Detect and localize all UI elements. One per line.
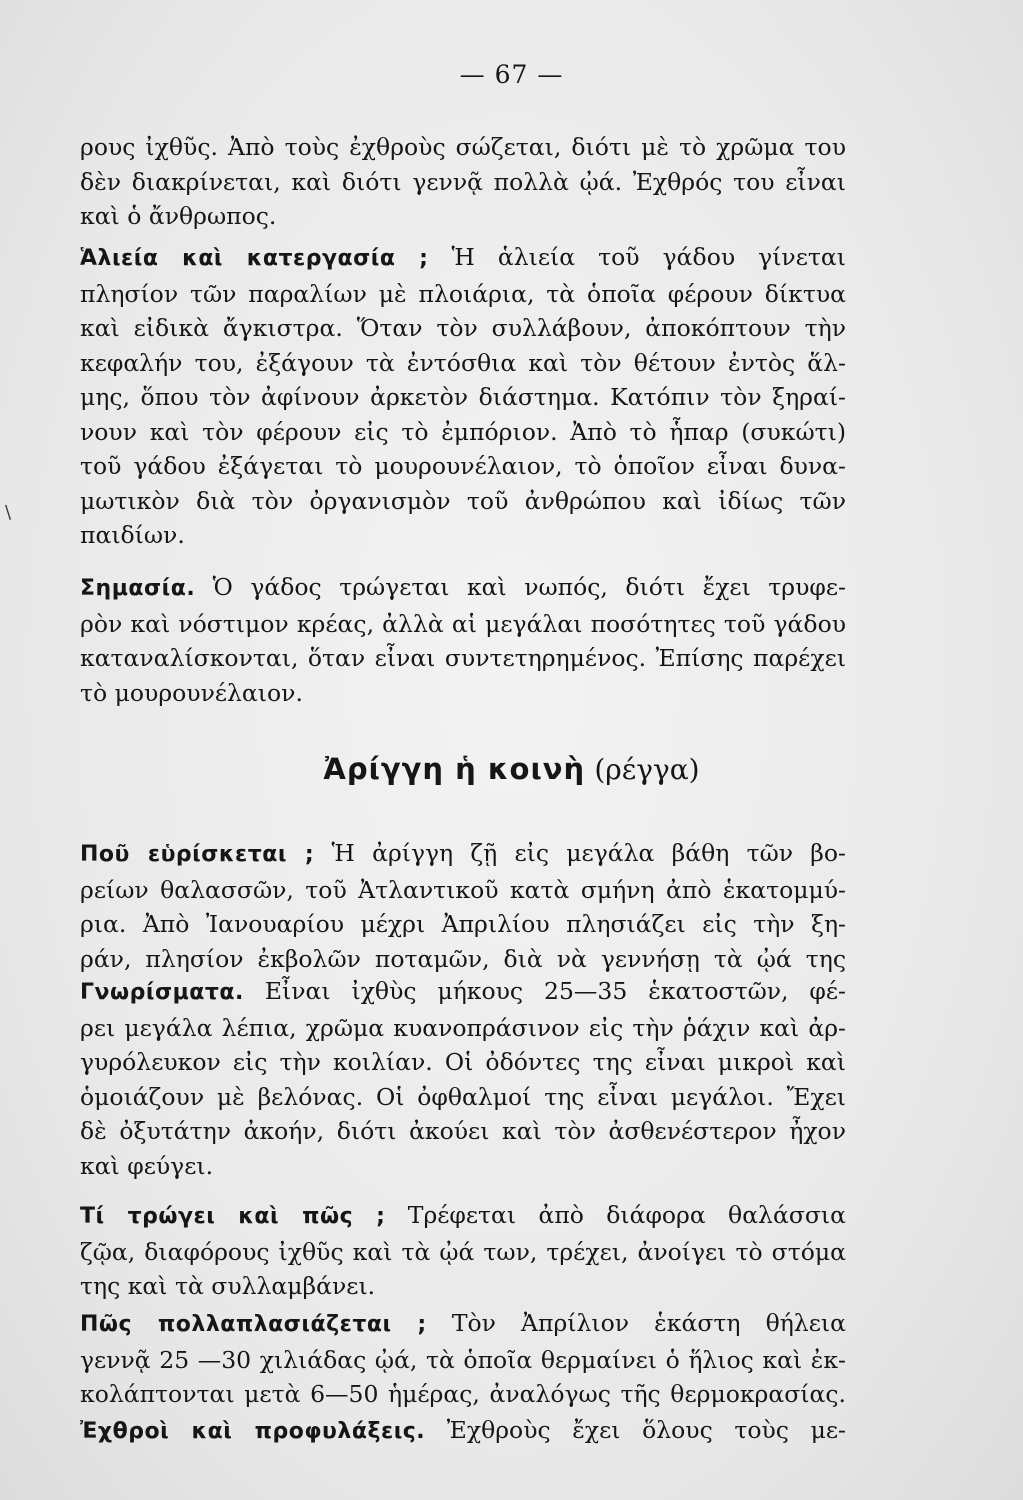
- section-heading: Ποῦ εὑρίσκεται ;: [80, 842, 315, 867]
- section-text: Ἡ ἁλιεία τοῦ γάδου γίνεται: [451, 243, 846, 271]
- section-text: Εἶναι ἰχθὺς μήκους 25—35 ἑκατοστῶν, φέ-: [264, 977, 846, 1005]
- text-line: δὲ ὀξυτάτην ἀκοήν, διότι ἀκούει καὶ τὸν ἀσθενέστερον ἦχον: [80, 1117, 846, 1145]
- section-first-line: [80, 974, 846, 1011]
- text-line: πλησίον τῶν παραλίων μὲ πλοιάρια, τὰ ὁποῖα φέρουν δίκτυα: [80, 279, 846, 308]
- text-line: ρια. Ἀπὸ Ἰανουαρίου μέχρι Ἀπριλίου πλησιάζει εἰς τὴν ξη-: [80, 910, 846, 938]
- importance-section: [80, 570, 846, 710]
- text-line: κολάπτονται μετὰ 6—50 ἡμέρας, ἀναλόγως τῆς θερμοκρασίας.: [80, 1380, 846, 1408]
- text-line: καὶ ὁ ἄνθρωπος.: [80, 202, 277, 230]
- intro-paragraph: [80, 130, 846, 234]
- text-line: της καὶ τὰ συλλαμβάνει.: [80, 1272, 376, 1300]
- enemies-section: [80, 1413, 846, 1450]
- text-line: νουν καὶ τὸν φέρουν εἰς τὸ ἐμπόριον. Ἀπὸ τὸ ἧπαρ (συκώτι): [80, 417, 846, 446]
- text-line: μης, ὅπου τὸν ἀφίνουν ἀρκετὸν διάστημα. Κατόπιν τὸν ξηραί-: [80, 383, 846, 411]
- text-line: ρει μεγάλα λέπια, χρῶμα κυανοπράσινον εἰς τὴν ῥάχιν καὶ ἀρ-: [80, 1013, 846, 1042]
- section-heading: Πῶς πολλαπλασιάζεται ;: [80, 1312, 427, 1337]
- food-section: [80, 1198, 846, 1304]
- text-line: μωτικὸν διὰ τὸν ὀργανισμὸν τοῦ ἀνθρώπου καὶ ἰδίως τῶν: [80, 486, 846, 515]
- text-line: ρὸν καὶ νόστιμον κρέας, ἀλλὰ αἱ μεγάλαι ποσότητες τοῦ γάδου: [80, 609, 846, 638]
- text-line: ζῷα, διαφόρους ἰχθῦς καὶ τὰ ᾠά των, τρέχει, ἀνοίγει τὸ στόμα: [80, 1237, 846, 1266]
- text-line: παιδίων.: [80, 521, 185, 549]
- chapter-title-common-name: (ρέγγα): [594, 753, 700, 786]
- chapter-title: [0, 752, 1023, 786]
- section-first-line: [80, 836, 846, 873]
- reproduction-section: [80, 1306, 846, 1412]
- text-line: ρείων θαλασσῶν, τοῦ Ἀτλαντικοῦ κατὰ σμήνη ἀπὸ ἑκατομμύ-: [80, 875, 846, 904]
- text-line: δὲν διακρίνεται, καὶ διότι γεννᾷ πολλὰ ᾠά. Ἐχθρός του εἶναι: [80, 167, 846, 196]
- text-line: ράν, πλησίον ἐκβολῶν ποταμῶν, διὰ νὰ γεννήσῃ τὰ ᾠά της: [80, 944, 846, 973]
- section-first-line: [80, 1306, 846, 1343]
- text-line: γυρόλευκον εἰς τὴν κοιλίαν. Οἱ ὀδόντες της εἶναι μικροὶ καὶ: [80, 1048, 846, 1076]
- page-number: — 67 —: [459, 60, 564, 89]
- features-section: [80, 974, 846, 1183]
- section-heading: Ἐχθροὶ καὶ προφυλάξεις.: [80, 1419, 426, 1444]
- section-text: Τὸν Ἀπρίλιον ἑκάστη θήλεια: [451, 1309, 846, 1337]
- text-line: κεφαλήν του, ἐξάγουν τὰ ἐντόσθια καὶ τὸν θέτουν ἐντὸς ἅλ-: [80, 348, 846, 377]
- section-first-line: [80, 240, 846, 277]
- section-heading: Γνωρίσματα.: [80, 980, 244, 1005]
- section-first-line: [80, 570, 846, 607]
- text-line: γεννᾷ 25 —30 χιλιάδας ᾠά, τὰ ὁποῖα θερμαίνει ὁ ἥλιος καὶ ἐκ-: [80, 1345, 846, 1374]
- text-line: τοῦ γάδου ἐξάγεται τὸ μουρουνέλαιον, τὸ ὁποῖον εἶναι δυνα-: [80, 452, 846, 480]
- text-line: καὶ εἰδικὰ ἄγκιστρα. Ὅταν τὸν συλλάβουν, ἀποκόπτουν τὴν: [80, 314, 846, 342]
- section-first-line: [80, 1413, 846, 1450]
- text-line: ὁμοιάζουν μὲ βελόνας. Οἱ ὀφθαλμοί της εἶναι μεγάλοι. Ἔχει: [80, 1082, 846, 1111]
- section-text: Ἡ ἀρίγγη ζῇ εἰς μεγάλα βάθη τῶν βο-: [331, 839, 846, 867]
- section-heading: Ἁλιεία καὶ κατεργασία ;: [80, 246, 429, 271]
- section-text: Ὁ γάδος τρώγεται καὶ νωπός, διότι ἔχει τρυφε-: [212, 573, 846, 601]
- text-line: καὶ φεύγει.: [80, 1151, 214, 1180]
- where-section: [80, 836, 846, 976]
- chapter-title-name: Ἀρίγγη ἡ κοινὴ: [323, 752, 586, 786]
- section-text: Τρέφεται ἀπὸ διάφορα θαλάσσια: [407, 1201, 846, 1229]
- section-text: Ἐχθροὺς ἔχει ὅλους τοὺς με-: [446, 1416, 846, 1444]
- text-line: ρους ἰχθῦς. Ἀπὸ τοὺς ἐχθροὺς σώζεται, διότι μὲ τὸ χρῶμα του: [80, 133, 846, 161]
- margin-mark: \: [5, 502, 12, 523]
- text-line: τὸ μουρουνέλαιον.: [80, 678, 303, 707]
- section-first-line: [80, 1198, 846, 1235]
- section-heading: Τί τρώγει καὶ πῶς ;: [80, 1204, 386, 1229]
- section-heading: Σημασία.: [80, 576, 196, 601]
- fishing-section: [80, 240, 846, 553]
- text-line: καταναλίσκονται, ὅταν εἶναι συντετηρημένος. Ἐπίσης παρέχει: [80, 644, 846, 672]
